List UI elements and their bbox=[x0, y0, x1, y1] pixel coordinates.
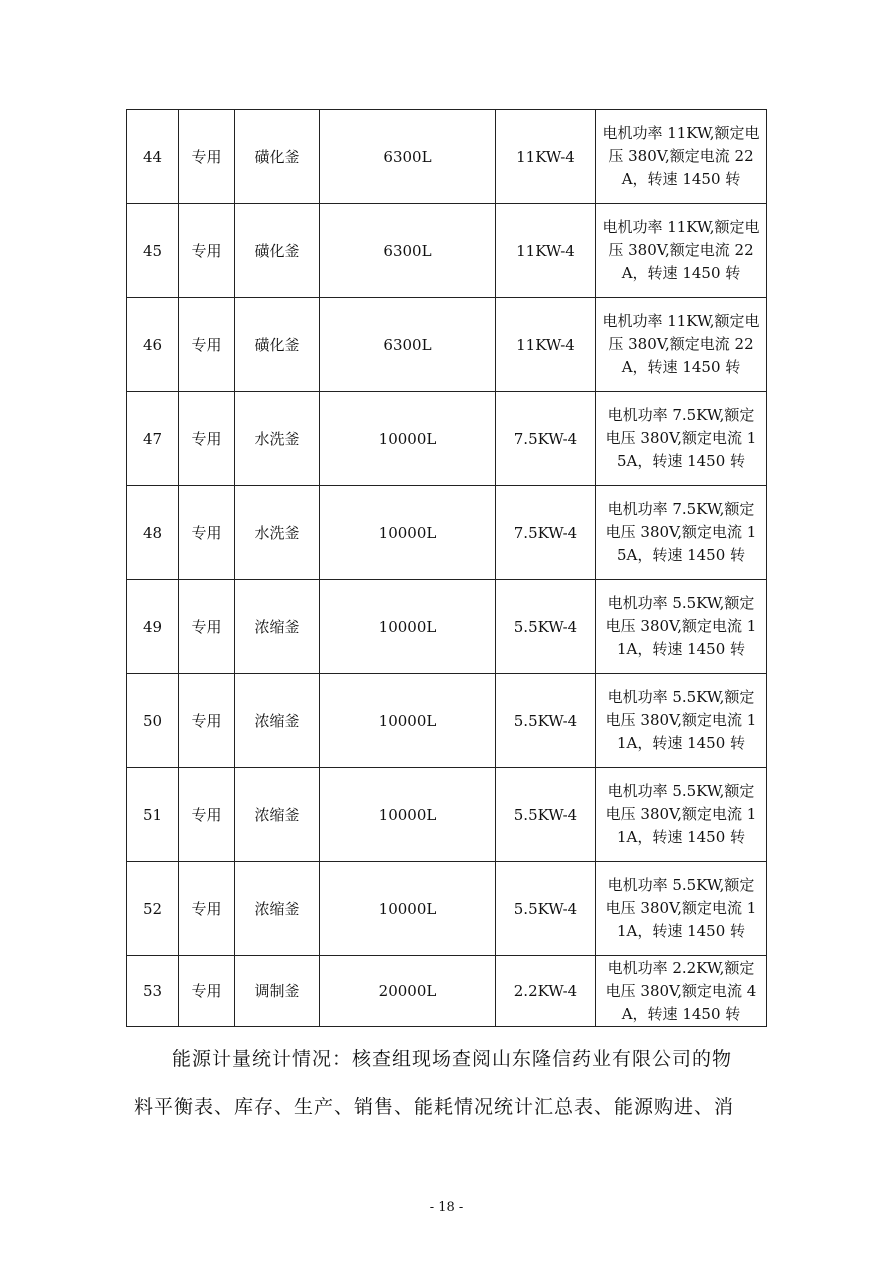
paragraph-line-1: 能源计量统计情况：核查组现场查阅山东隆信药业有限公司的物 bbox=[172, 1048, 733, 1070]
cell-desc: 电机功率 5.5KW,额定电压 380V,额定电流 11A，转速 1450 转 bbox=[596, 674, 767, 768]
cell-volume: 20000L bbox=[320, 956, 496, 1027]
cell-type: 专用 bbox=[179, 392, 235, 486]
cell-name: 调制釜 bbox=[235, 956, 320, 1027]
cell-no: 52 bbox=[127, 862, 179, 956]
cell-no: 51 bbox=[127, 768, 179, 862]
cell-motor: 5.5KW-4 bbox=[496, 674, 596, 768]
cell-type: 专用 bbox=[179, 298, 235, 392]
cell-no: 45 bbox=[127, 204, 179, 298]
equipment-table bbox=[126, 109, 767, 1027]
table-row bbox=[127, 392, 767, 486]
cell-no: 49 bbox=[127, 580, 179, 674]
cell-no: 47 bbox=[127, 392, 179, 486]
cell-motor: 11KW-4 bbox=[496, 110, 596, 204]
cell-motor: 7.5KW-4 bbox=[496, 486, 596, 580]
cell-type: 专用 bbox=[179, 204, 235, 298]
cell-no: 46 bbox=[127, 298, 179, 392]
cell-type: 专用 bbox=[179, 674, 235, 768]
cell-type: 专用 bbox=[179, 862, 235, 956]
cell-name: 浓缩釜 bbox=[235, 862, 320, 956]
cell-name: 浓缩釜 bbox=[235, 768, 320, 862]
cell-no: 48 bbox=[127, 486, 179, 580]
cell-motor: 7.5KW-4 bbox=[496, 392, 596, 486]
table-row bbox=[127, 862, 767, 956]
cell-volume: 10000L bbox=[320, 580, 496, 674]
cell-motor: 11KW-4 bbox=[496, 204, 596, 298]
cell-desc: 电机功率 11KW,额定电压 380V,额定电流 22A，转速 1450 转 bbox=[596, 110, 767, 204]
cell-volume: 10000L bbox=[320, 486, 496, 580]
cell-desc: 电机功率 7.5KW,额定电压 380V,额定电流 15A，转速 1450 转 bbox=[596, 486, 767, 580]
cell-type: 专用 bbox=[179, 486, 235, 580]
cell-name: 磺化釜 bbox=[235, 110, 320, 204]
cell-desc: 电机功率 2.2KW,额定电压 380V,额定电流 4A，转速 1450 转 bbox=[596, 956, 767, 1027]
cell-name: 磺化釜 bbox=[235, 204, 320, 298]
table-row bbox=[127, 956, 767, 1027]
cell-type: 专用 bbox=[179, 768, 235, 862]
cell-volume: 6300L bbox=[320, 204, 496, 298]
table-row bbox=[127, 580, 767, 674]
cell-motor: 11KW-4 bbox=[496, 298, 596, 392]
table-row bbox=[127, 486, 767, 580]
cell-name: 浓缩釜 bbox=[235, 674, 320, 768]
page-number: - 18 - bbox=[429, 1200, 464, 1215]
cell-no: 44 bbox=[127, 110, 179, 204]
table-row bbox=[127, 674, 767, 768]
cell-name: 水洗釜 bbox=[235, 486, 320, 580]
cell-motor: 5.5KW-4 bbox=[496, 862, 596, 956]
cell-motor: 5.5KW-4 bbox=[496, 580, 596, 674]
cell-motor: 2.2KW-4 bbox=[496, 956, 596, 1027]
cell-volume: 10000L bbox=[320, 862, 496, 956]
cell-desc: 电机功率 5.5KW,额定电压 380V,额定电流 11A，转速 1450 转 bbox=[596, 862, 767, 956]
cell-desc: 电机功率 11KW,额定电压 380V,额定电流 22A，转速 1450 转 bbox=[596, 298, 767, 392]
table-row bbox=[127, 204, 767, 298]
cell-motor: 5.5KW-4 bbox=[496, 768, 596, 862]
table-row bbox=[127, 110, 767, 204]
table-row bbox=[127, 298, 767, 392]
cell-type: 专用 bbox=[179, 956, 235, 1027]
cell-volume: 10000L bbox=[320, 768, 496, 862]
cell-volume: 6300L bbox=[320, 110, 496, 204]
cell-volume: 6300L bbox=[320, 298, 496, 392]
cell-type: 专用 bbox=[179, 580, 235, 674]
cell-no: 50 bbox=[127, 674, 179, 768]
cell-name: 磺化釜 bbox=[235, 298, 320, 392]
cell-volume: 10000L bbox=[320, 674, 496, 768]
cell-name: 浓缩釜 bbox=[235, 580, 320, 674]
paragraph-line-2: 料平衡表、库存、生产、销售、能耗情况统计汇总表、能源购进、消 bbox=[134, 1096, 735, 1118]
cell-desc: 电机功率 5.5KW,额定电压 380V,额定电流 11A，转速 1450 转 bbox=[596, 580, 767, 674]
cell-type: 专用 bbox=[179, 110, 235, 204]
cell-volume: 10000L bbox=[320, 392, 496, 486]
cell-no: 53 bbox=[127, 956, 179, 1027]
cell-name: 水洗釜 bbox=[235, 392, 320, 486]
cell-desc: 电机功率 5.5KW,额定电压 380V,额定电流 11A，转速 1450 转 bbox=[596, 768, 767, 862]
cell-desc: 电机功率 11KW,额定电压 380V,额定电流 22A，转速 1450 转 bbox=[596, 204, 767, 298]
table-row bbox=[127, 768, 767, 862]
equipment-table-body bbox=[127, 110, 767, 1027]
cell-desc: 电机功率 7.5KW,额定电压 380V,额定电流 15A，转速 1450 转 bbox=[596, 392, 767, 486]
